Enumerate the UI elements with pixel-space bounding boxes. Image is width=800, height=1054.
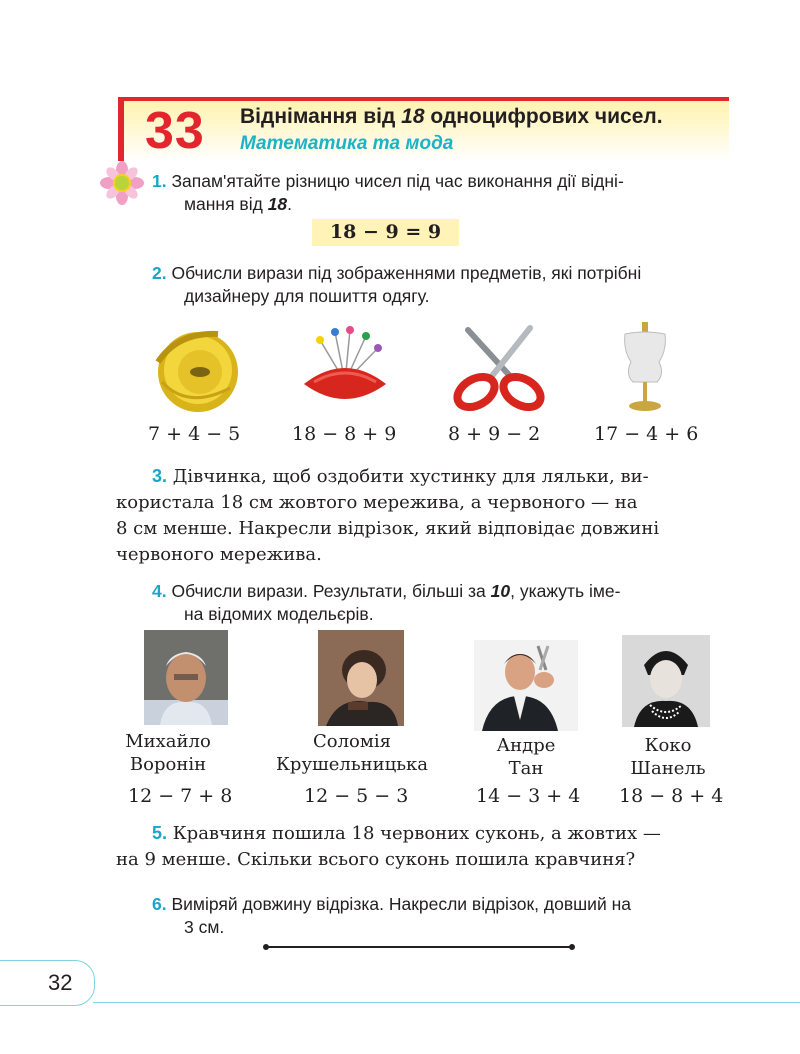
formula-box: 18 − 9 = 9 <box>312 219 459 246</box>
task-4: 4. Обчисли вирази. Результати, більші за 10, укажуть іме- на відомих модельєрів. <box>152 581 621 624</box>
expression-1: 7 + 4 − 5 <box>148 423 241 445</box>
page-number: 32 <box>48 970 73 995</box>
designer-expr-4: 18 − 8 + 4 <box>619 785 724 807</box>
designer-name-1: Михайло Воронін <box>125 731 211 775</box>
designer-name-2: Соломія Крушельницька <box>275 731 428 775</box>
mannequin-image <box>615 320 675 414</box>
designer-expr-2: 12 − 5 − 3 <box>304 785 409 807</box>
tape-measure-image <box>148 322 240 414</box>
title-number: 18 <box>401 105 425 128</box>
portrait-coco-chanel <box>622 635 710 727</box>
portrait-krushelnytska <box>318 630 404 726</box>
title-text-start: Віднімання від <box>240 105 402 128</box>
expression-3: 8 + 9 − 2 <box>448 423 541 445</box>
task-5: 5. Кравчиня пошила 18 червоних суконь, а жовтих — на 9 менше. Скільки всього суконь пошила кравчиня? <box>116 823 661 870</box>
designer-name-4: Коко Шанель <box>630 735 706 779</box>
title-text-end: одноцифрових чисел. <box>424 105 663 128</box>
designer-expr-3: 14 − 3 + 4 <box>476 785 581 807</box>
task-2: 2. Обчисли вирази під зображеннями предметів, які потрібні дизайнеру для пошиття одягу. <box>152 263 642 306</box>
expression-2: 18 − 8 + 9 <box>292 423 397 445</box>
pincushion-image <box>300 322 390 414</box>
scissors-image <box>450 320 546 416</box>
portrait-andre-tan <box>474 640 578 731</box>
flower-icon <box>100 161 144 205</box>
designer-name-3: Андре Тан <box>496 735 556 779</box>
line-segment <box>260 941 580 953</box>
portrait-voronin <box>144 630 228 725</box>
task-1: 1. Запам'ятайте різницю чисел під час виконання дії відні- мання від 18. <box>152 171 624 214</box>
task-3: 3. Дівчинка, щоб оздобити хустинку для ляльки, ви- користала 18 см жовтого мереживa, а червоного — на 8 см менше. Накресли відрізок, який відповідає довжині червоного мережива. <box>116 466 660 565</box>
task-6: 6. Виміряй довжину відрізка. Накресли відрізок, довший на 3 см. <box>152 894 631 937</box>
expression-4: 17 − 4 + 6 <box>594 423 699 445</box>
lesson-number: 33 <box>145 102 205 160</box>
lesson-subtitle: Математика та мода <box>240 133 454 154</box>
designer-expr-1: 12 − 7 + 8 <box>128 785 233 807</box>
footer-line <box>93 1002 800 1003</box>
lesson-title <box>240 105 663 129</box>
